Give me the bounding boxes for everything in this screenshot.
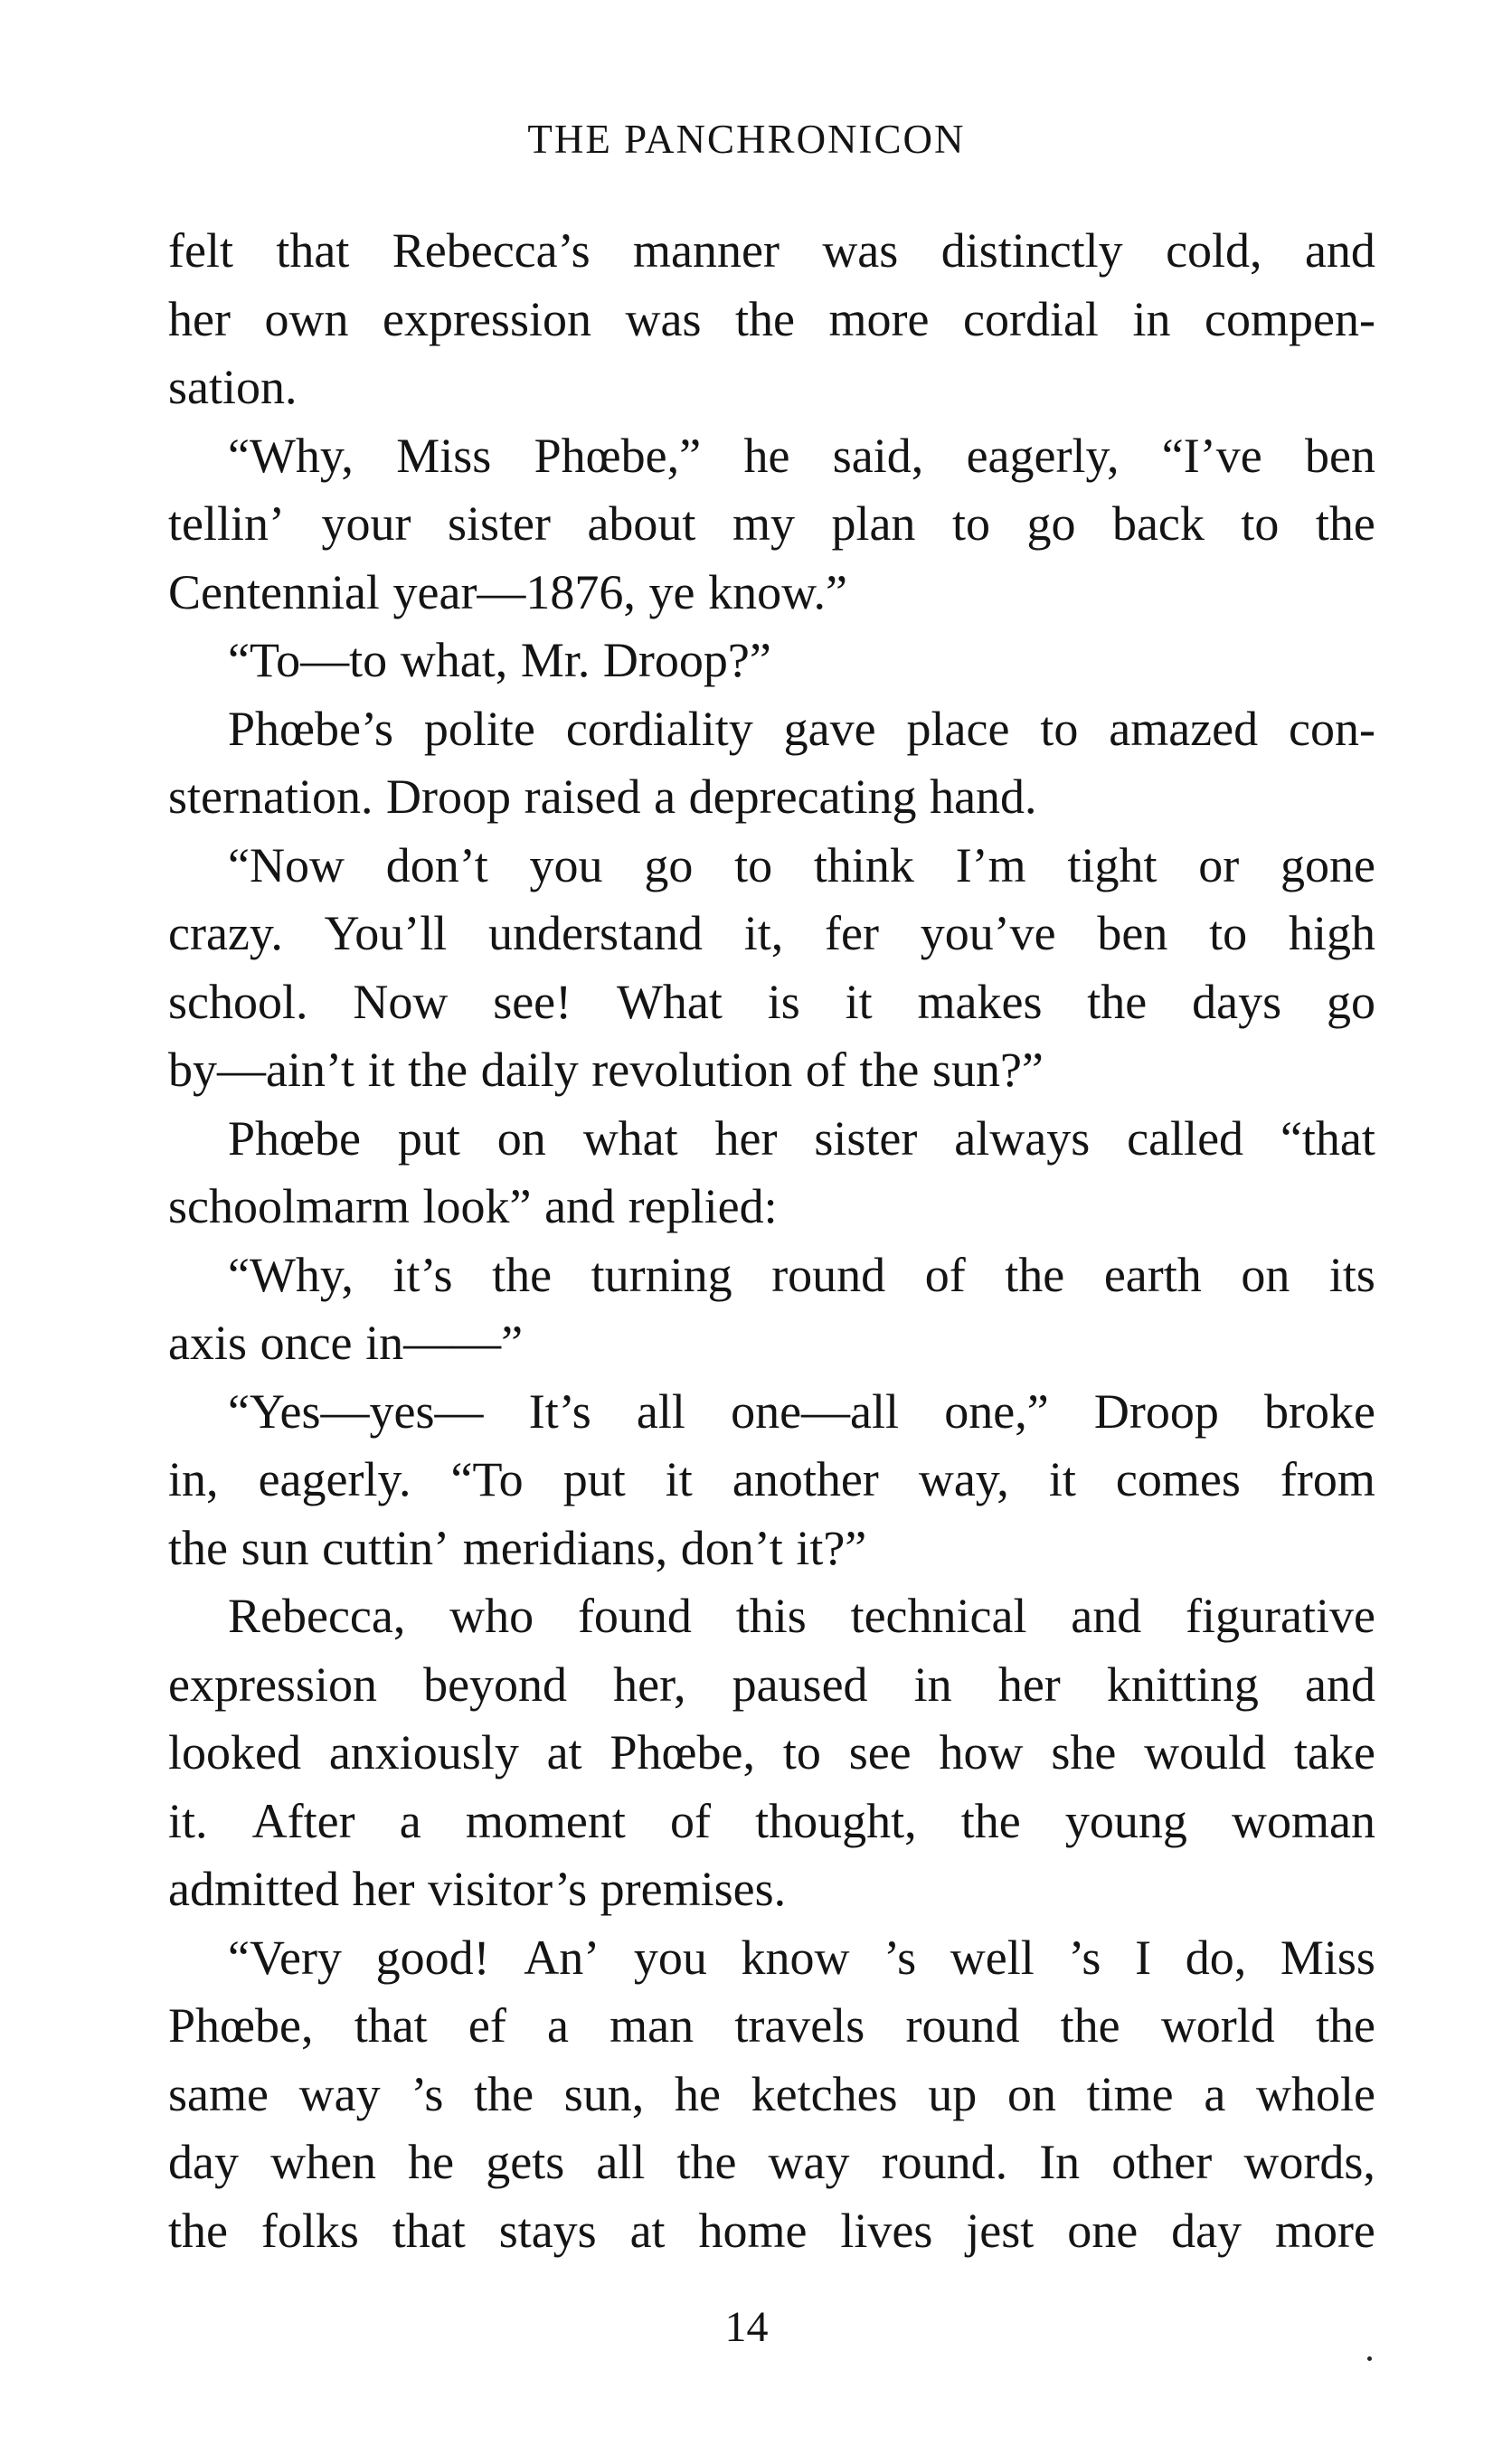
word: way	[298, 2066, 381, 2121]
word: and	[544, 1179, 616, 1233]
word: see!	[493, 974, 572, 1029]
word: Droop	[386, 769, 512, 824]
word: you	[633, 1930, 707, 1985]
word: the	[1315, 496, 1375, 551]
word: know.”	[708, 564, 848, 619]
word: sun	[241, 1520, 309, 1575]
word: from	[1280, 1452, 1375, 1506]
word: the	[168, 2203, 228, 2258]
word: do,	[1185, 1930, 1247, 1985]
word: stays	[498, 2203, 597, 2258]
word: the	[1060, 1998, 1120, 2053]
word: replied:	[628, 1179, 778, 1233]
word: the	[492, 1247, 553, 1302]
word: that	[392, 2203, 466, 2258]
word: how	[939, 1725, 1024, 1780]
word: go	[1326, 974, 1375, 1029]
word: cordial	[963, 291, 1099, 346]
word: its	[1328, 1247, 1375, 1302]
word: to	[1209, 906, 1248, 960]
word: this	[735, 1589, 807, 1643]
word: eagerly,	[966, 428, 1120, 483]
word: earth	[1103, 1247, 1202, 1302]
word: it	[845, 974, 873, 1029]
text-line	[168, 695, 1375, 764]
text-line	[168, 559, 1375, 628]
word: you’ve	[920, 906, 1056, 960]
text-line	[168, 1105, 1375, 1174]
word: What	[616, 974, 723, 1029]
word: gave	[783, 701, 876, 756]
word: revolution	[591, 1043, 793, 1097]
word: my	[732, 496, 795, 551]
text-line	[168, 1855, 1375, 1924]
word: Rebecca,	[228, 1589, 406, 1643]
word: her	[714, 1110, 778, 1166]
word: turning	[591, 1247, 732, 1302]
word: one	[1067, 2203, 1139, 2258]
word: compen-	[1205, 291, 1375, 346]
text-line	[168, 1719, 1375, 1788]
text-line	[168, 490, 1375, 559]
word: sun?”	[931, 1043, 1044, 1097]
word: Phœbe,	[609, 1725, 755, 1780]
word: that	[276, 223, 350, 278]
word: year—1876,	[392, 564, 636, 619]
word: it	[367, 1043, 395, 1097]
word: all	[596, 2135, 646, 2189]
word: by—ain’t	[168, 1043, 354, 1097]
page-number: 14	[724, 2303, 769, 2351]
word: up	[928, 2066, 978, 2121]
text-line	[168, 1788, 1375, 1856]
word: a	[1204, 2066, 1226, 2121]
text-line	[168, 1036, 1375, 1105]
word: ben	[1305, 428, 1375, 483]
word: don’t	[680, 1520, 783, 1575]
word: You’ll	[324, 906, 448, 960]
word: a	[654, 769, 676, 824]
word: ben	[1097, 906, 1168, 960]
word: know	[741, 1930, 850, 1985]
word: days	[1192, 974, 1282, 1029]
word: beyond	[423, 1657, 568, 1712]
word: words,	[1243, 2135, 1375, 2189]
word: moment	[465, 1793, 626, 1848]
word: knitting	[1106, 1657, 1259, 1712]
word: to	[951, 496, 990, 551]
word: back	[1111, 496, 1205, 551]
word: of	[924, 1247, 966, 1302]
word: she	[1051, 1725, 1117, 1780]
word: one—all	[731, 1383, 900, 1439]
word: the	[735, 291, 795, 346]
word: An’	[524, 1930, 600, 1985]
word: her	[352, 1862, 415, 1916]
word: and	[1305, 1657, 1375, 1712]
word: amazed	[1109, 701, 1259, 756]
word: found	[577, 1589, 692, 1643]
word: folks	[260, 2203, 359, 2258]
word: “Why,	[228, 1247, 354, 1302]
word: “Why,	[228, 428, 354, 483]
word: the	[168, 1520, 228, 1575]
word: meridians,	[462, 1520, 668, 1575]
word: sternation.	[168, 769, 373, 824]
word: sun,	[563, 2066, 645, 2121]
word: was	[822, 223, 899, 278]
text-line	[168, 1992, 1375, 2061]
word: the	[1005, 1247, 1065, 1302]
body-text	[168, 217, 1375, 2265]
word: who	[449, 1589, 534, 1643]
text-line	[168, 1582, 1375, 1651]
text-line	[168, 2129, 1375, 2197]
word: the	[859, 1043, 920, 1097]
word: home	[698, 2203, 808, 2258]
word: on	[496, 1110, 546, 1166]
word: her	[997, 1657, 1061, 1712]
word: was	[625, 291, 702, 346]
word: figurative	[1186, 1589, 1375, 1643]
word: your	[321, 496, 411, 551]
word: young	[1064, 1793, 1187, 1848]
word: at	[629, 2203, 666, 2258]
word: eagerly.	[258, 1452, 411, 1506]
word: called	[1127, 1110, 1244, 1166]
word: crazy.	[168, 906, 283, 960]
text-line	[168, 763, 1375, 832]
word: you	[529, 837, 603, 892]
word: day	[1171, 2203, 1243, 2258]
text-line	[168, 1378, 1375, 1447]
word: expression	[168, 1657, 377, 1712]
word: always	[954, 1110, 1091, 1166]
word: to	[1040, 701, 1079, 756]
word: premises.	[600, 1862, 787, 1916]
word: place	[906, 701, 1010, 756]
word: it.	[168, 1793, 208, 1848]
word: “that	[1280, 1110, 1375, 1166]
word: Droop	[1093, 1383, 1219, 1439]
word: ’s	[1068, 1930, 1101, 1985]
word: he	[674, 2066, 721, 2121]
word: it’s	[392, 1247, 453, 1302]
word: jest	[966, 2203, 1035, 2258]
word: her	[168, 291, 231, 346]
word: tight	[1067, 837, 1158, 892]
word: about	[587, 496, 696, 551]
word: it?”	[796, 1520, 867, 1575]
word: see	[848, 1725, 912, 1780]
word: Mr.	[520, 633, 591, 687]
word: cordiality	[565, 701, 753, 756]
word: whole	[1256, 2066, 1375, 2121]
word: day	[168, 2135, 239, 2189]
word: ’s	[884, 1930, 917, 1985]
word: schoolmarm	[168, 1179, 410, 1233]
text-line	[168, 968, 1375, 1037]
text-line	[168, 1515, 1375, 1583]
word: is	[767, 974, 800, 1029]
text-line	[168, 900, 1375, 968]
word: travels	[734, 1998, 865, 2053]
word: felt	[168, 223, 233, 278]
word: polite	[423, 701, 535, 756]
word: gets	[486, 2135, 565, 2189]
word: woman	[1232, 1793, 1375, 1848]
text-line	[168, 1173, 1375, 1241]
word: I	[1135, 1930, 1152, 1985]
word: fer	[825, 906, 879, 960]
ink-speck	[1367, 2356, 1372, 2361]
running-head: THE PANCHRONICON	[527, 117, 966, 162]
word: Miss	[396, 428, 492, 483]
word: to	[1241, 496, 1280, 551]
word: put	[397, 1110, 460, 1166]
word: expression	[383, 291, 591, 346]
text-line	[168, 627, 1375, 695]
word: distinctly	[940, 223, 1123, 278]
word: that	[354, 1998, 428, 2053]
word: it,	[743, 906, 784, 960]
word: think	[813, 837, 914, 892]
word: in,	[168, 1452, 219, 1506]
word: he	[743, 428, 790, 483]
word: daily	[480, 1043, 579, 1097]
word: well	[950, 1930, 1035, 1985]
word: high	[1288, 906, 1375, 960]
word: said,	[832, 428, 924, 483]
word: comes	[1115, 1452, 1241, 1506]
word: lives	[840, 2203, 933, 2258]
word: anxiously	[328, 1725, 519, 1780]
word: school.	[168, 974, 308, 1029]
word: on	[1241, 1247, 1290, 1302]
word: ketches	[751, 2066, 898, 2121]
text-line	[168, 2197, 1375, 2266]
word: other	[1111, 2135, 1213, 2189]
text-line	[168, 2061, 1375, 2129]
text-line	[168, 217, 1375, 286]
word: sister	[447, 496, 551, 551]
word: all	[636, 1383, 685, 1439]
word: what	[582, 1110, 678, 1166]
word: plan	[831, 496, 916, 551]
word: broke	[1264, 1383, 1375, 1439]
word: ef	[468, 1998, 506, 2053]
word: After	[251, 1793, 355, 1848]
word: in——”	[365, 1316, 524, 1370]
word: one,”	[944, 1383, 1049, 1439]
word: time	[1086, 2066, 1174, 2121]
text-line	[168, 354, 1375, 422]
word: look”	[422, 1179, 532, 1233]
word: the	[1315, 1998, 1375, 2053]
word: Droop?”	[602, 633, 771, 687]
text-line	[168, 422, 1375, 491]
word: to	[782, 1725, 821, 1780]
word: con-	[1289, 701, 1375, 756]
word: same	[168, 2066, 269, 2121]
word: round	[905, 1998, 1020, 2053]
word: more	[828, 291, 930, 346]
word: of	[669, 1793, 711, 1848]
word: go	[644, 837, 694, 892]
word: ’s	[411, 2066, 444, 2121]
word: Phœbe,”	[534, 428, 702, 483]
word: Now	[353, 974, 449, 1029]
word: axis	[168, 1316, 247, 1370]
word: “Very	[228, 1930, 342, 1985]
word: “To	[450, 1452, 524, 1506]
word: take	[1294, 1725, 1375, 1780]
word: Phœbe,	[168, 1998, 314, 2053]
text-line	[168, 832, 1375, 901]
word: in	[913, 1657, 952, 1712]
word: makes	[917, 974, 1043, 1029]
word: good!	[375, 1930, 490, 1985]
word: understand	[488, 906, 703, 960]
text-line	[168, 286, 1375, 354]
word: round	[771, 1247, 886, 1302]
word: it	[665, 1452, 693, 1506]
word: raised	[524, 769, 641, 824]
word: deprecating	[688, 769, 917, 824]
word: the	[474, 2066, 534, 2121]
word: tellin’	[168, 496, 285, 551]
word: It’s	[528, 1383, 591, 1439]
text-line	[168, 1924, 1375, 1993]
word: and	[1304, 223, 1375, 278]
text-line	[168, 1651, 1375, 1720]
word: her,	[613, 1657, 686, 1712]
word: ye	[648, 564, 695, 619]
word: world	[1160, 1998, 1275, 2053]
word: cold,	[1166, 223, 1262, 278]
word: In	[1039, 2135, 1081, 2189]
word: more	[1274, 2203, 1375, 2258]
word: way,	[918, 1452, 1009, 1506]
word: “To—to	[228, 633, 388, 687]
word: technical	[850, 1589, 1027, 1643]
word: at	[546, 1725, 582, 1780]
word: sation.	[168, 360, 298, 414]
word: looked	[168, 1725, 301, 1780]
word: admitted	[168, 1862, 339, 1916]
word: Phœbe	[228, 1110, 361, 1166]
word: Centennial	[168, 564, 380, 619]
word: a	[547, 1998, 569, 2053]
word: sister	[814, 1110, 918, 1166]
word: a	[399, 1793, 421, 1848]
word: hand.	[930, 769, 1037, 824]
text-line	[168, 1309, 1375, 1378]
word: he	[408, 2135, 455, 2189]
text-line	[168, 1446, 1375, 1515]
word: Rebecca’s	[392, 223, 591, 278]
word: Miss	[1280, 1930, 1375, 1985]
word: paused	[732, 1657, 868, 1712]
word: way	[768, 2135, 850, 2189]
word: of	[805, 1043, 846, 1097]
word: round.	[881, 2135, 1008, 2189]
text-line	[168, 1241, 1375, 1310]
word: manner	[633, 223, 780, 278]
word: cuttin’	[322, 1520, 450, 1575]
word: don’t	[385, 837, 488, 892]
word: what,	[400, 633, 508, 687]
word: visitor’s	[428, 1862, 588, 1916]
word: would	[1144, 1725, 1267, 1780]
word: another	[732, 1452, 879, 1506]
word: the	[960, 1793, 1021, 1848]
word: or	[1198, 837, 1240, 892]
word: and	[1071, 1589, 1142, 1643]
word: to	[734, 837, 773, 892]
word: own	[264, 291, 349, 346]
word: go	[1026, 496, 1076, 551]
word: thought,	[755, 1793, 917, 1848]
word: man	[609, 1998, 695, 2053]
word: “I’ve	[1161, 428, 1262, 483]
word: the	[1087, 974, 1148, 1029]
word: the	[676, 2135, 737, 2189]
word: the	[408, 1043, 468, 1097]
word: on	[1006, 2066, 1056, 2121]
word: once	[260, 1316, 353, 1370]
word: gone	[1280, 837, 1375, 892]
word: “Now	[228, 837, 345, 892]
word: it	[1048, 1452, 1076, 1506]
word: I’m	[955, 837, 1026, 892]
word: when	[270, 2135, 377, 2189]
word: Phœbe’s	[228, 701, 394, 756]
word: “Yes—yes—	[228, 1383, 484, 1439]
word: in	[1132, 291, 1171, 346]
word: put	[562, 1452, 626, 1506]
